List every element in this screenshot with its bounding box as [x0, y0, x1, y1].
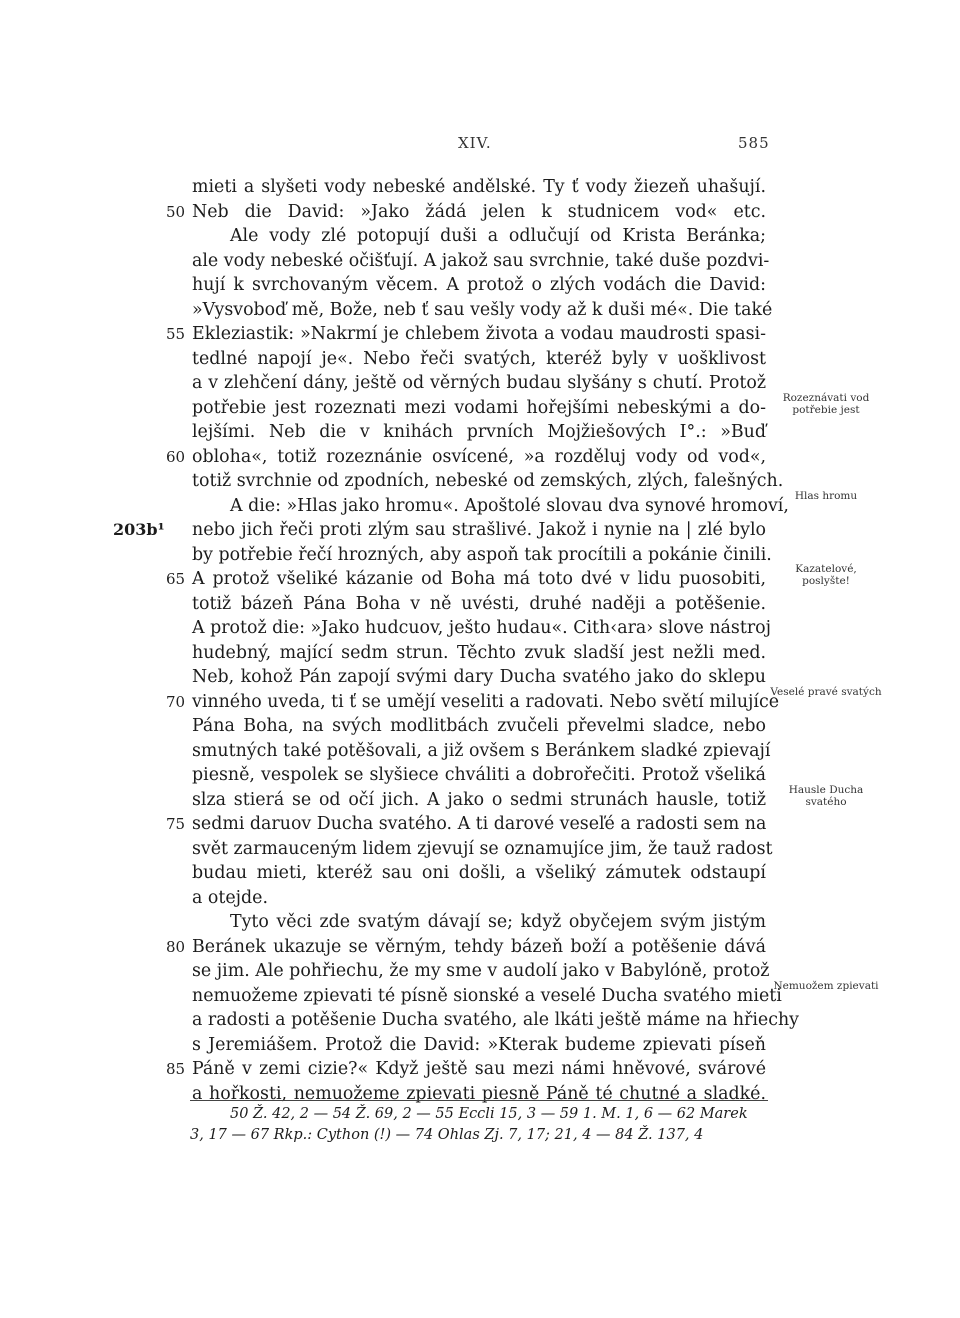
text-line: by potřebie řečí hrozných, aby aspoň tak procítili a pokánie činili. — [192, 544, 772, 565]
margin-note: Nemuožem zpievati — [773, 979, 879, 992]
text-line: A protož všeliké kázanie od Boha má toto dvé v lidu puosobiti, — [192, 569, 766, 589]
text-line: Neb, kohož Pán zapojí svými dary Ducha svatého jako do sklepu — [192, 667, 766, 687]
text-line: sedmi daruov Ducha svatého. A ti darové veseľé a radosti sem na — [192, 814, 767, 834]
running-header-chapter: XIV. — [458, 134, 492, 152]
text-line: obloha«, totiž rozeznánie osvícené, »a rozděluj vody od vod«, — [192, 446, 766, 467]
text-line: a radosti a potěšenie Ducha svatého, ale lkáti ještě máme na hřiechy — [192, 1010, 799, 1030]
text-line: s Jeremiášem. Protož die David: »Kterak budeme zpievati píseň — [192, 1034, 766, 1055]
line-number: 80 — [166, 937, 186, 956]
text-line: Neb die David: »Jako žádá jelen k studnicem vod« etc. — [192, 201, 766, 222]
text-line: »Vysvoboď mě, Bože, neb ť sau vešly vody až k duši mé«. Die také — [192, 299, 773, 320]
text-line: totiž svrchnie od zpodních, nebeské od zemských, zlých, falešných. — [192, 471, 784, 491]
text-line: Páně v zemi cizie?« Když ještě sau mezi námi hněvové, svárové — [192, 1059, 766, 1079]
text-line: nemuožeme zpievati té písně sionské a veselé Ducha svatého mieti — [192, 985, 782, 1006]
folio-mark: 203b¹ — [113, 520, 165, 539]
text-line: totiž bázeň Pána Boha v ně uvésti, druhé naději a potěšenie. — [192, 593, 766, 614]
line-number: 65 — [166, 570, 186, 588]
text-line: hují k svrchovaným věcem. A protož o zlých vodách die David: — [192, 275, 766, 295]
text-line: A protož die: »Jako hudcuov, ješto hudau«. Cith‹ara› slove nástroj — [192, 618, 771, 638]
margin-note: Veselé pravé svatých — [770, 685, 882, 698]
footnote-rule — [190, 1100, 768, 1101]
text-line: se jim. Ale pohřiechu, že my sme v audolí jako v Babylóně, protož — [192, 961, 770, 981]
text-line: piesně, vespolek se slyšiece chváliti a dobrořečiti. Protož všeliká — [192, 765, 766, 785]
text-line: Ekleziastik: »Nakrmí je chlebem života a vodau maudrosti spasi- — [192, 324, 766, 344]
text-line: a otejde. — [192, 887, 268, 908]
line-number: 70 — [166, 692, 186, 711]
footnote-line: 3, 17 — 67 Rkp.: Cython (!) — 74 Ohlas Zj. 7, 17; 21, 4 — 84 Ž. 137, 4 — [190, 1127, 704, 1143]
text-line: Beránek ukazuje se věrným, tehdy bázeň boží a potěšenie dává — [192, 936, 766, 957]
text-line: potřebie jest rozeznati mezi vodami hořejšími nebeskými a do- — [192, 397, 766, 418]
line-number: 75 — [166, 815, 186, 833]
page-number: 585 — [738, 134, 770, 152]
text-line: smutných také potěšovali, a již ovšem s Beránkem sladké zpievají — [192, 740, 771, 761]
line-number: 55 — [166, 325, 186, 343]
text-line: hudebný, mající sedm strun. Těchto zvuk sladší jest nežli med. — [192, 642, 766, 663]
text-line: svět zarmauceným lidem zjevují se oznamujíce jim, že tauž radost — [192, 838, 773, 859]
line-number: 60 — [166, 447, 186, 466]
margin-note: Hausle Ducha svatého — [788, 783, 864, 808]
text-line: lejšími. Neb die v knihách prvních Mojžiešových I°.: »Buď — [192, 422, 766, 442]
footnote-line: 50 Ž. 42, 2 — 54 Ž. 69, 2 — 55 Eccli 15, 3 — 59 1. M. 1, 6 — 62 Marek — [230, 1106, 748, 1122]
text-line: tedlné napojí je«. Nebo řeči svatých, kteréž byly v uošklivost — [192, 348, 766, 369]
text-line: ale vody nebeské očišťují. A jakož sau svrchnie, také duše pozdvi- — [192, 250, 770, 271]
text-line: slza stierá se od očí jich. A jako o sedmi strunách hausle, totiž — [192, 789, 766, 810]
text-line: Ale vody zlé potopují duši a odlučují od Krista Beránka; — [230, 226, 766, 246]
text-line: budau mieti, kteréž sau oni došli, a všeliký zámutek odstaupí — [192, 863, 766, 883]
margin-note: Kazatelové, poslyšte! — [795, 563, 857, 587]
text-line: a v zlehčení dány, ještě od věrných budau slyšány s chutí. Protož — [192, 373, 766, 393]
text-line: Pána Boha, na svých modlitbách zvučeli převelmi sladce, nebo — [192, 716, 766, 736]
line-number: 50 — [166, 202, 186, 221]
text-line: nebo jich řeči proti zlým sau strašlivé. Jakož i nynie na | zlé bylo — [192, 520, 766, 540]
text-line: mieti a slyšeti vody nebeské andělské. Ty ť vody žiezeň uhašují. — [192, 177, 766, 197]
text-line: a hořkosti, nemuožeme zpievati piesně Páně té chutné a sladké. — [192, 1083, 766, 1104]
margin-note: Hlas hromu — [794, 489, 858, 502]
margin-note: Rozeznávati vod potřebie jest — [782, 391, 870, 416]
text-line: Tyto věci zde svatým dávají se; když obyčejem svým jistým — [230, 912, 766, 932]
line-number: 85 — [166, 1060, 186, 1078]
text-line: vinného uveda, ti ť se umějí veseliti a radovati. Nebo světí milujíce — [192, 691, 780, 712]
text-line: A die: »Hlas jako hromu«. Apoštolé slovau dva synové hromoví, — [230, 495, 789, 516]
